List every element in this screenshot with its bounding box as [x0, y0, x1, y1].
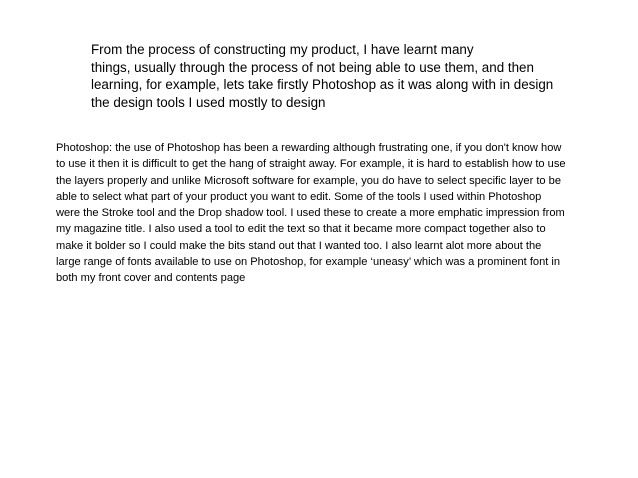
intro-line: learning, for example, lets take firstly Photoshop as it was along with in design	[91, 77, 554, 92]
body-line: both my front cover and contents page	[56, 272, 246, 285]
intro-line: the design tools I used mostly to design	[91, 94, 326, 110]
photoshop-paragraph	[56, 140, 616, 287]
intro-line: From the process of constructing my product, I have learnt many	[91, 42, 474, 57]
body-line: large range of fonts available to use on Photoshop, for example ‘uneasy’ which was a prominent font in	[56, 256, 561, 269]
body-line: make it bolder so I could make the bits stand out that I wanted too. I also learnt alot more about the	[56, 239, 542, 252]
body-line: Photoshop: the use of Photoshop has been a rewarding although frustrating one, if you don't know how	[56, 142, 562, 154]
body-line: my magazine title. I also used a tool to edit the text so that it became more compact together also to	[56, 223, 546, 236]
body-line: were the Stroke tool and the Drop shadow tool. I used these to create a more emphatic impression from	[56, 207, 565, 220]
body-line: able to select what part of your product you want to edit. Some of the tools I used within Photoshop	[56, 190, 542, 203]
intro-line: things, usually through the process of not being able to use them, and then	[91, 59, 534, 75]
body-line: to use it then it is difficult to get the hang of straight away. For example, it is hard to establish how to use	[56, 158, 566, 171]
intro-paragraph	[91, 41, 561, 111]
body-line: the layers properly and unlike Microsoft software for example, you do have to select specific layer to be	[56, 174, 562, 187]
